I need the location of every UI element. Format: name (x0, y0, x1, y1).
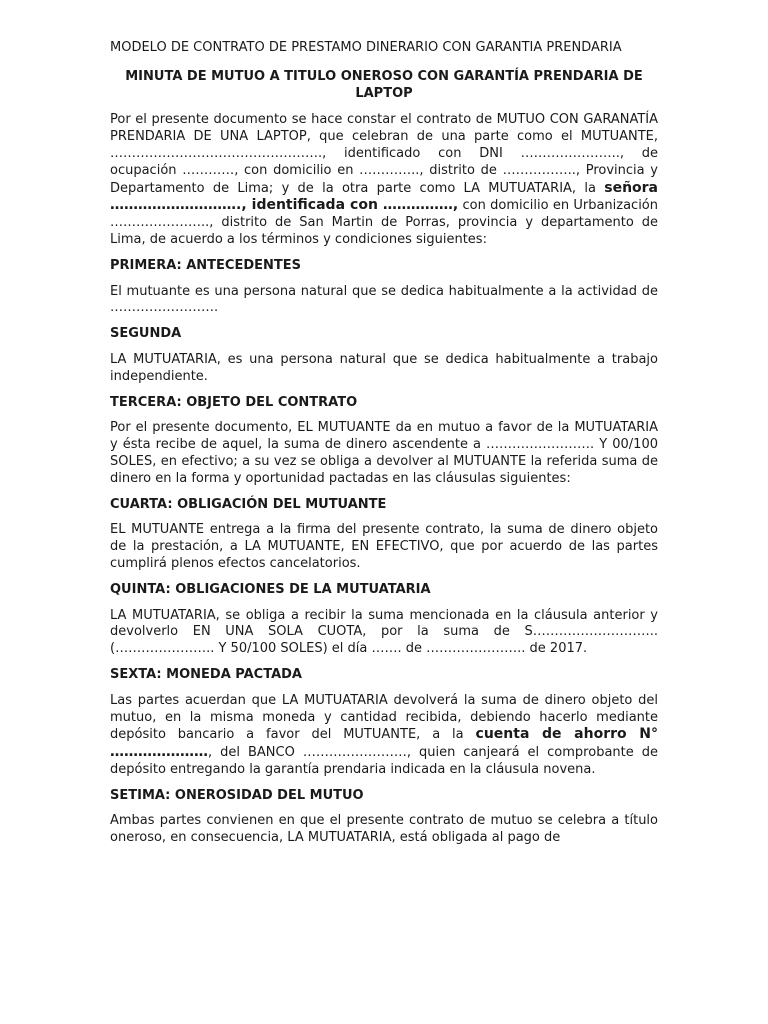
section-text-setima: Ambas partes convienen en que el presente contrato de mutuo se celebra a título oneroso, en consecuencia, LA MUTUATARIA, está obligada al pago de (110, 813, 658, 846)
section-text-primera: El mutuante es una persona natural que se dedica habitualmente a la actividad de ……………………. (110, 283, 658, 316)
sexta-text-1: Las partes acuerdan que LA MUTUATARIA devolverá la suma de dinero objeto del mutuo, en la misma moneda y cantidad recibida, debiendo hacerlo mediante depósito bancario a favor del MUTUANTE, a la (110, 692, 658, 743)
document-page (110, 40, 658, 856)
section-heading-setima: SETIMA: ONEROSIDAD DEL MUTUO (110, 787, 364, 803)
section-text-quinta: LA MUTUATARIA, se obliga a recibir la suma mencionada en la cláusula anterior y devolverlo EN UNA SOLA CUOTA, por la suma de S……………………….. (………………….. Y 50/100 SOLES) el día ……. de ………………….. de 2017. (110, 607, 658, 657)
intro-text-2: con domicilio en Urbanización ………………….., distrito de San Martin de Porras, provincia y departamento de Lima, de acuerdo a los términos y condiciones siguientes: (110, 198, 658, 247)
intro-paragraph (110, 112, 658, 248)
intro-text-1: Por el presente documento se hace constar el contrato de MUTUO CON GARANATÍA PRENDARIA DE UNA LAPTOP, que celebran de una parte como el MUTUANTE, …………………………………………., identificado con DNI ………………….., de ocupación …………, con domicilio en ………….., distrito de …………….., Provincia y Departamento de Lima; y de la otra parte como LA MUTUATARIA, la (110, 112, 658, 196)
document-title: MINUTA DE MUTUO A TITULO ONEROSO CON GARANTÍA PRENDARIA DE LAPTOP (125, 68, 643, 101)
section-heading-segunda: SEGUNDA (110, 326, 182, 342)
section-text-tercera: Por el presente documento, EL MUTUANTE da en mutuo a favor de la MUTUATARIA y ésta recibe de aquel, la suma de dinero ascendente a ……………………. Y 00/100 SOLES, en efectivo; a su vez se obliga a devolver al MUTUANTE la referida suma de dinero en la forma y oportunidad pactadas en las cláusulas siguientes: (110, 420, 658, 486)
intro-bold-text: señora ………………………., identificada con ……………, (110, 179, 658, 214)
section-heading-sexta: SEXTA: MONEDA PACTADA (110, 666, 302, 682)
section-heading-tercera: TERCERA: OBJETO DEL CONTRATO (110, 394, 358, 410)
document-header: MODELO DE CONTRATO DE PRESTAMO DINERARIO CON GARANTIA PRENDARIA (110, 40, 622, 55)
section-heading-cuarta: CUARTA: OBLIGACIÓN DEL MUTUANTE (110, 496, 387, 512)
section-text-segunda: LA MUTUATARIA, es una persona natural que se dedica habitualmente a trabajo independiente. (110, 351, 658, 384)
sexta-bold-text: cuenta de ahorro N° ………………… (110, 726, 658, 761)
section-text-sexta (110, 693, 658, 779)
sexta-text-2: , del BANCO ……………………, quien canjeará el comprobante de depósito entregando la garantía prendaria indicada en la cláusula novena. (110, 745, 658, 777)
section-heading-quinta: QUINTA: OBLIGACIONES DE LA MUTUATARIA (110, 581, 431, 597)
section-heading-primera: PRIMERA: ANTECEDENTES (110, 257, 302, 273)
section-text-cuarta: EL MUTUANTE entrega a la firma del presente contrato, la suma de dinero objeto de la prestación, a LA MUTUANTE, EN EFECTIVO, que por acuerdo de las partes cumplirá plenos efectos cancelatorios. (110, 522, 658, 571)
